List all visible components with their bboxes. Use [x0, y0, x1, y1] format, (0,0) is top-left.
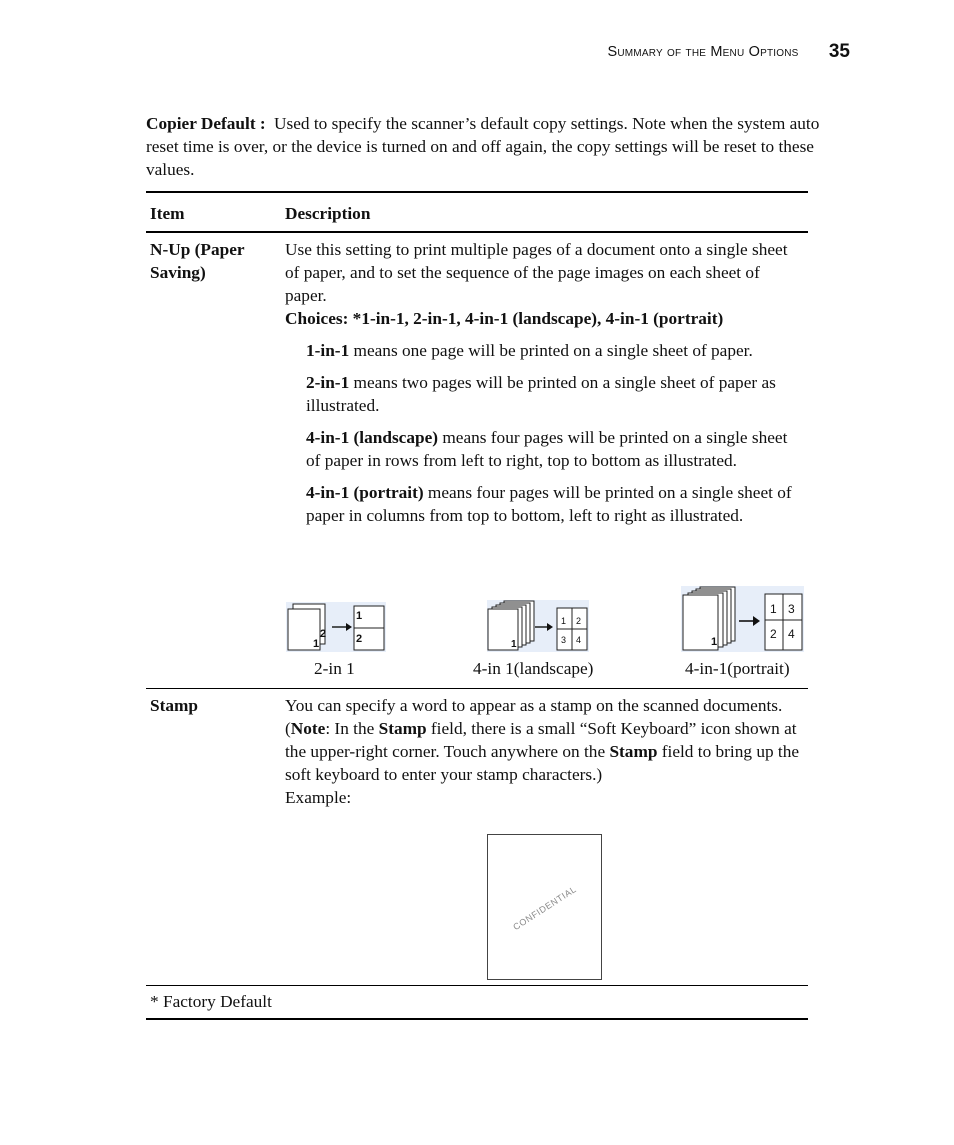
page-digit: 1: [511, 639, 517, 650]
running-head: [560, 40, 850, 66]
page-number: 35: [828, 41, 850, 62]
illustration-2in1: [286, 602, 386, 652]
description-nup: [285, 238, 805, 536]
option-4in1-landscape: 4-in-1 (landscape) means four pages will be printed on a single sheet of paper in rows from left to right, top to bottom as illustrated.: [306, 428, 788, 470]
intro-term: Copier Default :: [146, 114, 266, 133]
page-digit: 4: [788, 627, 795, 641]
caption-4in1-portrait: 4-in-1(portrait): [685, 659, 790, 678]
page-digit: 1: [356, 610, 363, 622]
column-header-item: Item: [150, 204, 185, 223]
section-title: Summary of the Menu Options: [607, 44, 799, 60]
row-divider: [146, 985, 808, 986]
table-header-rule: [146, 231, 808, 233]
page-digit: 1: [770, 602, 777, 616]
intro-paragraph: [146, 112, 852, 181]
page-digit: 1: [711, 636, 718, 648]
column-header-description: Description: [285, 204, 371, 223]
caption-2in1: 2-in 1: [314, 659, 355, 678]
page-digit: 3: [788, 602, 795, 616]
stamp-watermark: CONFIDENTIAL: [511, 883, 579, 933]
nup-description-text: Use this setting to print multiple pages of a document onto a single sheet of paper, and to set the sequence of the page images on each sheet of paper.: [285, 240, 788, 305]
intro-text: Used to specify the scanner’s default copy settings. Note when the system auto reset time is over, or the device is turned on and off again, the copy settings will be reset to these values.: [146, 114, 820, 179]
description-stamp: [285, 694, 805, 809]
arrow-right-icon: [346, 623, 352, 631]
stamp-example-label: Example:: [285, 788, 352, 807]
arrow-right-icon: [753, 616, 760, 626]
factory-default-footnote: * Factory Default: [150, 992, 272, 1011]
page-digit: 3: [561, 635, 567, 645]
arrow-right-icon: [547, 623, 553, 631]
page-digit: 2: [770, 627, 777, 641]
nup-choices: Choices: *1-in-1, 2-in-1, 4-in-1 (landscape), 4-in-1 (portrait): [285, 309, 724, 328]
illustration-4in1-portrait: [681, 586, 804, 652]
item-stamp: Stamp: [150, 696, 199, 715]
page-digit: 1: [561, 616, 567, 626]
page-digit: 1: [313, 638, 320, 650]
page-digit: 2: [356, 633, 363, 645]
option-1in1: 1-in-1 means one page will be printed on a single sheet of paper.: [306, 341, 753, 360]
page-digit: 2: [320, 628, 327, 640]
stamp-line: You can specify a word to appear as a stamp on the scanned documents.: [285, 696, 783, 715]
stamp-note: (Note: In the Stamp field, there is a small “Soft Keyboard” icon shown at the upper-right corner. Touch anywhere on the Stamp field to bring up the soft keyboard to enter your stamp characters.): [285, 719, 800, 784]
page-digit: 2: [576, 616, 582, 626]
caption-4in1-landscape: 4-in 1(landscape): [473, 659, 594, 678]
illustration-4in1-landscape: [487, 600, 589, 652]
option-4in1-portrait: 4-in-1 (portrait) means four pages will be printed on a single sheet of paper in columns from top to bottom, left to right as illustrated.: [306, 483, 792, 525]
page-digit: 4: [576, 635, 582, 645]
stamp-example-page: [487, 834, 602, 980]
row-divider: [146, 688, 808, 689]
table-bottom-rule: [146, 1018, 808, 1020]
item-nup: N-Up (Paper Saving): [150, 240, 245, 282]
option-2in1: 2-in-1 means two pages will be printed on a single sheet of paper as illustrated.: [306, 373, 776, 415]
table-top-rule: [146, 191, 808, 193]
